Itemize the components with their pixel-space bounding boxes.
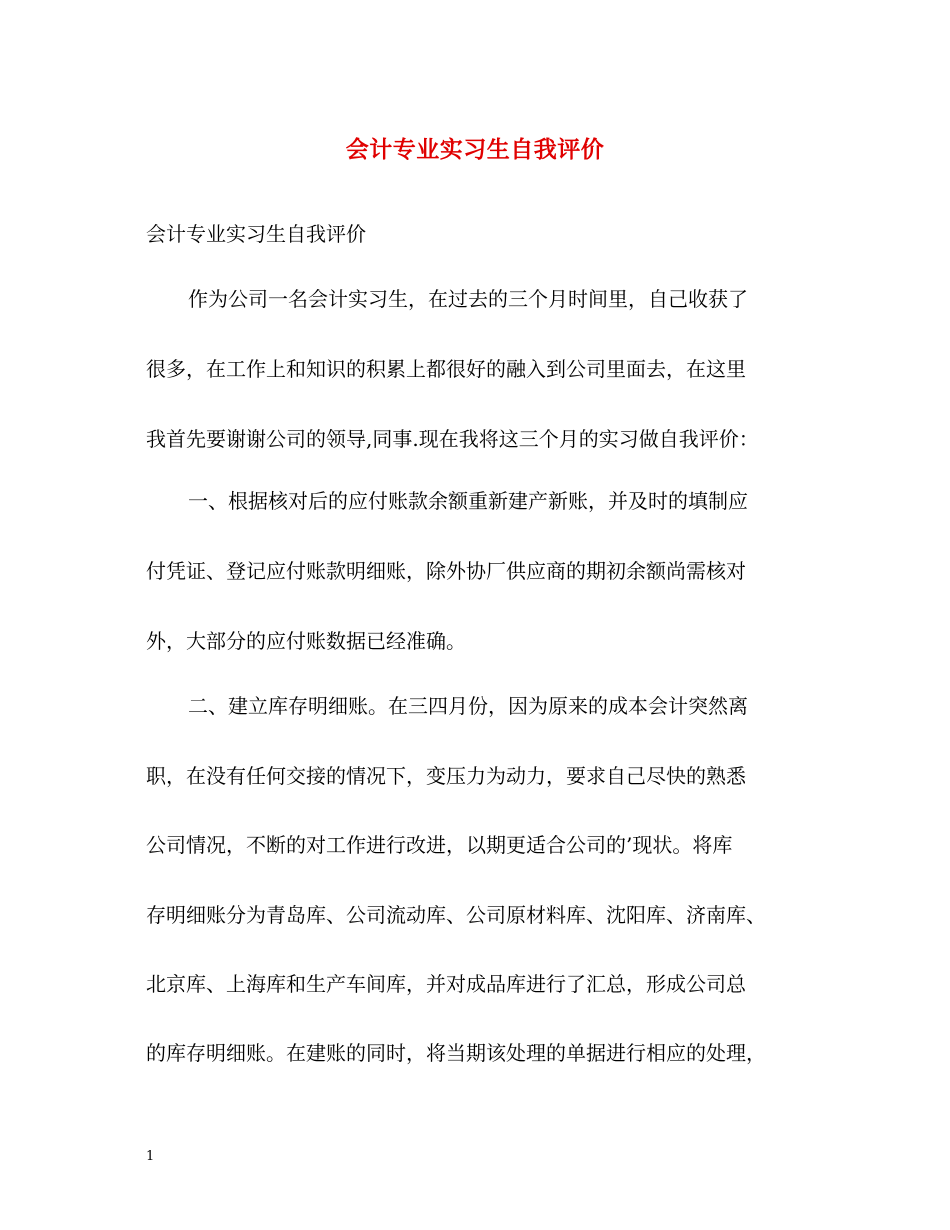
paragraph-line: 我首先要谢谢公司的领导,同事.现在我将这三个月的实习做自我评价： [146, 427, 759, 451]
paragraph-line: 的库存明细账。在建账的同时，将当期该处理的单据进行相应的处理， [146, 1041, 766, 1065]
paragraph-line: 一、根据核对后的应付账款余额重新建产新账，并及时的填制应 [188, 489, 748, 513]
document-subtitle: 会计专业实习生自我评价 [146, 222, 366, 246]
paragraph-line: 北京库、上海库和生产车间库，并对成品库进行了汇总，形成公司总 [146, 972, 746, 996]
paragraph-line: 存明细账分为青岛库、公司流动库、公司原材料库、沈阳库、济南库、 [146, 903, 766, 927]
paragraph-line: 职，在没有任何交接的情况下，变压力为动力，要求自己尽快的熟悉 [146, 764, 746, 788]
paragraph-line: 公司情况，不断的对工作进行改进，以期更适合公司的’现状。将库 [146, 833, 733, 857]
document-title: 会计专业实习生自我评价 [345, 136, 605, 163]
paragraph-line: 付凭证、登记应付账款明细账，除外协厂供应商的期初余额尚需核对 [146, 559, 746, 583]
paragraph-line: 二、建立库存明细账。在三四月份，因为原来的成本会计突然离 [188, 694, 748, 718]
paragraph-line: 很多，在工作上和知识的积累上都很好的融入到公司里面去，在这里 [146, 357, 746, 381]
paragraph-line: 外，大部分的应付账数据已经准确。 [146, 629, 466, 653]
paragraph-line: 作为公司一名会计实习生，在过去的三个月时间里，自己收获了 [188, 287, 748, 311]
page-number: 1 [146, 1149, 155, 1164]
